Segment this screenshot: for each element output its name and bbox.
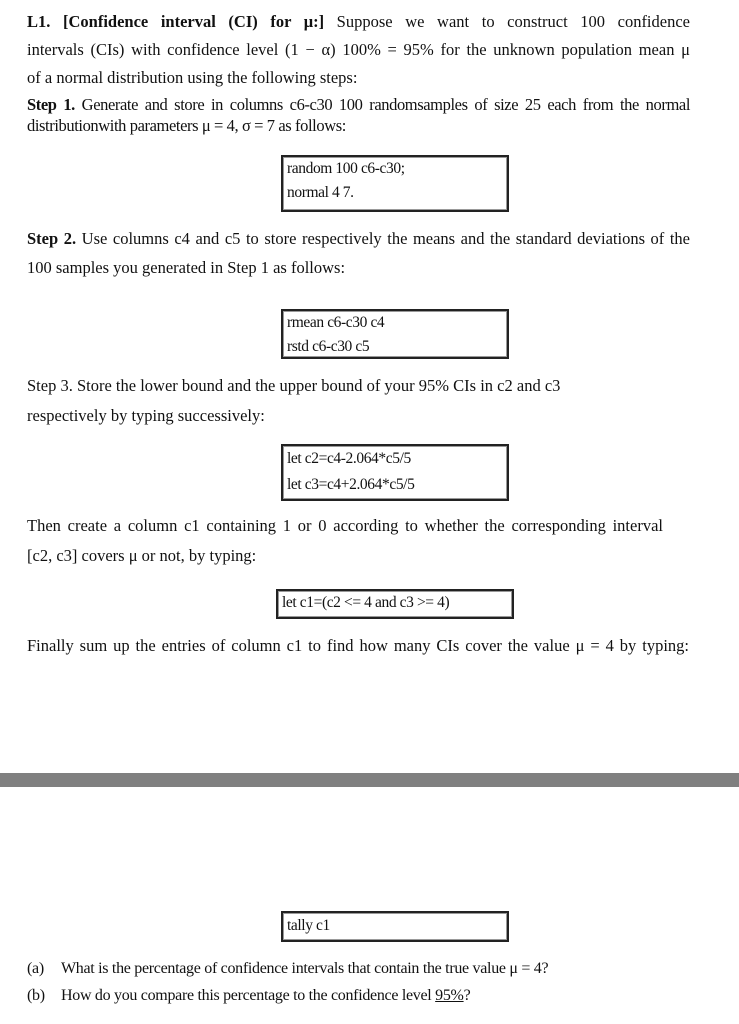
step2-text: Use columns c4 and c5 to store respectively the means and the standard deviations of the	[76, 229, 691, 248]
question-label: (b)	[27, 987, 45, 1004]
step1-line-1	[27, 95, 690, 115]
then-line-1: Then create a column c1 containing 1 or 0 according to whether the corresponding interval	[27, 516, 663, 535]
then-line-2: [c2, c3] covers μ or not, by typing:	[27, 546, 257, 565]
step1-line-2: distributionwith parameters μ = 4, σ = 7 as follows:	[27, 116, 346, 135]
command-line: let c3=c4+2.064*c5/5	[287, 476, 415, 493]
command-line: let c1=(c2 <= 4 and c3 >= 4)	[282, 594, 450, 611]
page-divider-bar	[0, 773, 739, 787]
step1-label: Step 1.	[27, 95, 75, 114]
question-text: How do you compare this percentage to the confidence level	[61, 987, 436, 1004]
problem-heading: L1. [Confidence interval (CI) for μ:]	[27, 12, 325, 31]
then-command-box	[276, 589, 514, 619]
step3-line-1: Step 3. Store the lower bound and the upper bound of your 95% CIs in c2 and c3	[27, 376, 561, 395]
command-line: rmean c6-c30 c4	[287, 314, 385, 331]
command-line: tally c1	[287, 917, 330, 934]
question-b	[27, 986, 470, 1006]
question-label: (a)	[27, 960, 44, 977]
command-line: normal 4 7.	[287, 184, 354, 201]
step3-command-box	[281, 444, 509, 501]
step2-command-box	[281, 309, 509, 359]
command-line: random 100 c6-c30;	[287, 160, 405, 177]
tally-command-box	[281, 911, 509, 942]
intro-line-1	[27, 12, 690, 32]
command-line: rstd c6-c30 c5	[287, 338, 370, 355]
step1-text: Generate and store in columns c6-c30 100 randomsamples of size 25 each from the normal	[74, 95, 691, 114]
question-a	[27, 959, 548, 979]
step1-command-box	[281, 155, 509, 212]
finally-line: Finally sum up the entries of column c1 to find how many CIs cover the value μ = 4 by typing:	[27, 636, 689, 655]
intro-line-2: intervals (CIs) with confidence level (1 − α) 100% = 95% for the unknown population mean μ	[27, 40, 690, 59]
question-text: What is the percentage of confidence intervals that contain the true value μ = 4?	[61, 960, 549, 977]
question-suffix: ?	[463, 987, 471, 1004]
intro-text: Suppose we want to construct 100 confidence	[324, 12, 690, 31]
command-line: let c2=c4-2.064*c5/5	[287, 450, 411, 467]
underlined-value: 95%	[435, 987, 464, 1004]
intro-line-3: of a normal distribution using the following steps:	[27, 68, 358, 87]
step2-line-1	[27, 229, 690, 249]
step2-label: Step 2.	[27, 229, 77, 248]
step3-line-2: respectively by typing successively:	[27, 406, 265, 425]
step2-line-2: 100 samples you generated in Step 1 as follows:	[27, 258, 346, 277]
